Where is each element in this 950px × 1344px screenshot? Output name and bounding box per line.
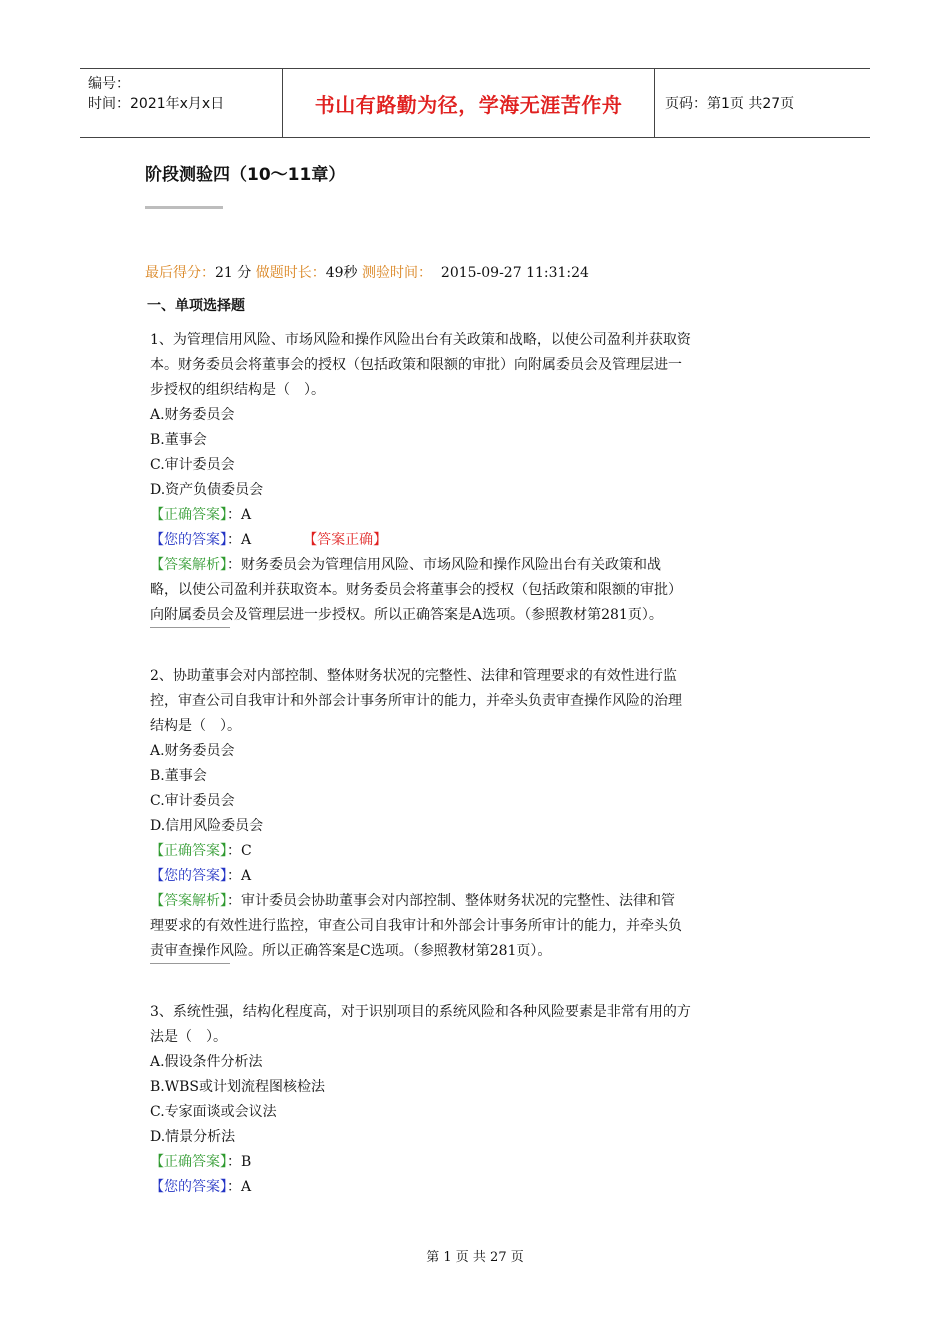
option-c: C.专家面谈或会议法 — [150, 1104, 277, 1120]
option-d: D.资产负债委员会 — [150, 482, 264, 498]
option-b: B.董事会 — [150, 432, 207, 448]
option-c: C.审计委员会 — [150, 793, 235, 809]
question-text: 结构是（ ）。 — [150, 718, 241, 734]
page-footer: 第 1 页 共 27 页 — [426, 1250, 524, 1265]
analysis-line: 【答案解析】：审计委员会协助董事会对内部控制、整体财务状况的完整性、法律和管 — [150, 893, 675, 909]
your-answer-value: A — [241, 532, 252, 548]
question-2 — [150, 664, 800, 964]
your-answer-line: 【您的答案】：A 【答案正确】 — [150, 532, 388, 548]
correct-answer-value: A — [241, 507, 252, 523]
option-b: B.董事会 — [150, 768, 207, 784]
header-page-info: 页码：第1页 共27页 — [665, 96, 795, 112]
your-answer-value: A — [241, 868, 252, 884]
your-answer-line: 【您的答案】：A — [150, 1179, 252, 1195]
your-answer-label: 【您的答案】 — [150, 532, 227, 548]
option-a: A.财务委员会 — [150, 407, 235, 423]
question-text: 法是（ ）。 — [150, 1029, 227, 1045]
question-text: 步授权的组织结构是（ ）。 — [150, 382, 325, 398]
analysis-underline — [150, 627, 230, 628]
correct-answer-value: C — [241, 843, 252, 859]
section-title: 一、单项选择题 — [147, 298, 245, 314]
option-d: D.情景分析法 — [150, 1129, 236, 1145]
analysis-text: 审计委员会协助董事会对内部控制、整体财务状况的完整性、法律和管 — [241, 893, 675, 909]
correct-answer-label: 【正确答案】 — [150, 1154, 227, 1170]
analysis-text: 向附属委员会及管理层进一步授权。所以正确答案是A选项。（参照教材第281页）。 — [150, 607, 663, 623]
analysis-text: 理要求的有效性进行监控，审查公司自我审计和外部会计事务所审计的能力，并牵头负 — [150, 918, 682, 934]
correct-answer-label: 【正确答案】 — [150, 507, 227, 523]
analysis-text: 责审查操作风险。所以正确答案是C选项。（参照教材第281页）。 — [150, 943, 552, 959]
option-a: A.财务委员会 — [150, 743, 235, 759]
header-meta-cell — [80, 69, 283, 137]
question-text: 2、协助董事会对内部控制、整体财务状况的完整性、法律和管理要求的有效性进行监 — [150, 668, 677, 684]
score-value: 21 分 — [215, 265, 252, 281]
answer-verdict: 【答案正确】 — [303, 532, 388, 548]
test-time-label: 测验时间： — [362, 265, 432, 281]
page-header — [80, 68, 870, 138]
duration-label: 做题时长： — [255, 265, 326, 281]
question-1 — [150, 328, 800, 628]
your-answer-label: 【您的答案】 — [150, 868, 227, 884]
correct-answer-line: 【正确答案】：A — [150, 507, 252, 523]
analysis-text: 财务委员会为管理信用风险、市场风险和操作风险出台有关政策和战 — [241, 557, 661, 573]
your-answer-value: A — [241, 1179, 252, 1195]
header-motto: 书山有路勤为径，学海无涯苦作舟 — [283, 69, 655, 137]
correct-answer-value: B — [241, 1154, 252, 1170]
option-a: A.假设条件分析法 — [150, 1054, 263, 1070]
question-text: 本。财务委员会将董事会的授权（包括政策和限额的审批）向附属委员会及管理层进一 — [150, 357, 682, 373]
option-d: D.信用风险委员会 — [150, 818, 264, 834]
duration-value: 49秒 — [325, 265, 358, 281]
question-text: 1、为管理信用风险、市场风险和操作风险出台有关政策和战略，以使公司盈利并获取资 — [150, 332, 691, 348]
question-text: 3、系统性强，结构化程度高，对于识别项目的系统风险和各种风险要素是非常有用的方 — [150, 1004, 691, 1020]
your-answer-line: 【您的答案】：A — [150, 868, 252, 884]
option-b: B.WBS或计划流程图核检法 — [150, 1079, 326, 1095]
your-answer-label: 【您的答案】 — [150, 1179, 227, 1195]
question-text: 控，审查公司自我审计和外部会计事务所审计的能力，并牵头负责审查操作风险的治理 — [150, 693, 682, 709]
analysis-text: 略，以使公司盈利并获取资本。财务委员会将董事会的授权（包括政策和限额的审批） — [150, 582, 682, 598]
analysis-line: 【答案解析】：财务委员会为管理信用风险、市场风险和操作风险出台有关政策和战 — [150, 557, 661, 573]
correct-answer-line: 【正确答案】：C — [150, 843, 252, 859]
title-divider — [145, 206, 223, 209]
score-line — [145, 262, 589, 282]
analysis-label: 【答案解析】 — [150, 557, 227, 573]
page-title: 阶段测验四（10～11章） — [145, 165, 346, 185]
score-label: 最后得分： — [145, 265, 215, 281]
correct-answer-label: 【正确答案】 — [150, 843, 227, 859]
analysis-underline — [150, 963, 230, 964]
question-3 — [150, 1000, 800, 1200]
analysis-label: 【答案解析】 — [150, 893, 227, 909]
test-time-value: 2015-09-27 11:31:24 — [440, 265, 589, 281]
option-c: C.审计委员会 — [150, 457, 235, 473]
document-number-label: 编号： — [88, 76, 130, 92]
document-date: 时间：2021年x月x日 — [88, 96, 225, 112]
correct-answer-line: 【正确答案】：B — [150, 1154, 252, 1170]
